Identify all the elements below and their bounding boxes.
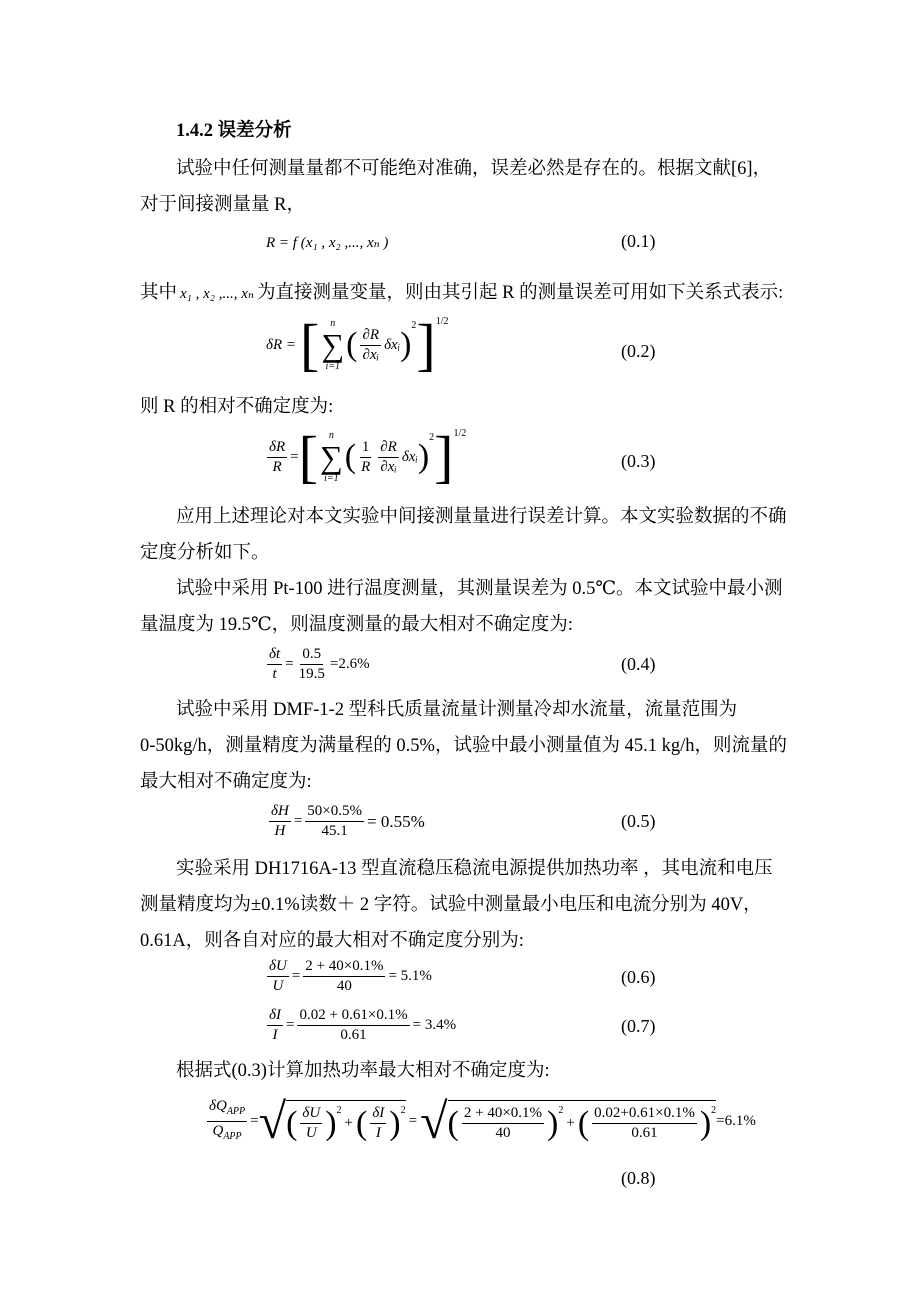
paragraph-1-line-1: 试验中任何测量量都不可能绝对准确，误差必然是存在的。根据文献[6]，	[176, 159, 772, 179]
eq8-lhs-den-sub: APP	[223, 1130, 242, 1142]
eq2-frac-den: ∂xᵢ	[362, 346, 379, 363]
equation-number-0-6: (0.6)	[621, 967, 656, 987]
paragraph-3: 则 R 的相对不确定度为:	[140, 397, 334, 417]
eq3-f1-num: 1	[360, 439, 372, 458]
paragraph-6-line-2: 0-50kg/h，测量精度为满量程的 0.5%，试验中最小测量值为 45.1 kg/h，则流量的	[140, 736, 787, 756]
eq4-lhs-den: t	[272, 666, 277, 682]
eq5-rhs-den: 45.1	[321, 823, 348, 839]
equation-0-2	[266, 312, 449, 377]
eq3-f2-den: ∂xᵢ	[380, 458, 397, 475]
eq4-lhs-num: δt	[267, 646, 282, 665]
eq3-f2-num: ∂R	[378, 439, 399, 458]
equation-number-0-8: (0.8)	[621, 1168, 656, 1188]
eq2-tail: δxᵢ	[384, 336, 401, 353]
eq8-c-fraction: $\frac{2 + 40\times 0.1\%}{40}$	[463, 1105, 543, 1141]
eq6-rhs-fraction	[303, 958, 385, 995]
paragraph-6-line-3: 最大相对不确定度为:	[140, 772, 312, 792]
section-heading: 1.4.2 误差分析	[176, 121, 292, 141]
eq2-summation	[321, 318, 344, 372]
paragraph-6-line-1: 试验中采用 DMF-1-2 型科氏质量流量计测量冷却水流量，流量范围为	[176, 700, 738, 720]
eq4-lhs-fraction	[267, 646, 282, 683]
eq2-sum-top: n	[330, 318, 336, 329]
equation-0-5: $\frac{\delta H}{H}$ = $\frac{50\times 0.5\%}{45.1}$ = 0.55%	[271, 803, 425, 839]
equation-number-0-5: (0.5)	[621, 811, 656, 831]
equation-number-0-2: (0.2)	[621, 341, 656, 361]
eq4-rhs-num: 0.5	[300, 646, 323, 665]
equation-0-1: R = f (x₁ , x₂ ,..., xₙ )	[266, 235, 389, 251]
eq2-lhs: δR =	[266, 336, 297, 353]
paragraph-8: 根据式(0.3)计算加热功率最大相对不确定度为:	[176, 1061, 550, 1081]
eq7-lhs-fraction	[267, 1007, 283, 1044]
sqrt-icon: √	[420, 1093, 448, 1149]
sigma-symbol: ∑	[319, 439, 343, 475]
eq2-partial-fraction	[360, 327, 381, 364]
eq8-sqrt-2: √ ( $\frac{2 + 40\times 0.1\%}{40}$ ) $^2$ + ( $\frac{0.02+0.61\times 0.1\%}{0.61}$ ) $^2$	[420, 1093, 717, 1149]
eq7-rhs-fraction	[297, 1007, 409, 1044]
eq7-result: = 3.4%	[412, 1017, 457, 1033]
paragraph-5-line-2: 量温度为 19.5℃，则温度测量的最大相对不确定度为:	[140, 615, 573, 635]
eq7-lhs-den: I	[272, 1027, 278, 1043]
paragraph-7-line-2: 测量精度均为±0.1%读数＋ 2 字符。试验中测量最小电压和电流分别为 40V，	[140, 895, 762, 915]
eq2-square: 2	[411, 320, 417, 331]
eq3-tail: δxᵢ	[401, 448, 418, 465]
eq6-rhs-num: 2 + 40×0.1%	[303, 958, 385, 977]
equation-number-0-4: (0.4)	[621, 654, 656, 674]
eq2-right-bracket: ]	[416, 312, 436, 377]
eq2-exponent: 1/2	[435, 316, 449, 327]
eq8-b-fraction: $\frac{\delta I}{I}$	[372, 1105, 385, 1141]
paragraph-2-variables: x₁ , x₂ ,..., xₙ	[180, 286, 254, 302]
equation-0-3: $\frac{\delta R}{R}$ = [ n ∑ i=1 ( $\frac{1}{R}$ $\frac{\partial R}{\text{∂xᵢ}}$ δxᵢ ) $^2$ ] $^{1/2}$	[269, 424, 467, 489]
eq3-left-paren: (	[344, 438, 357, 475]
paragraph-4-line-2: 定度分析如下。	[140, 543, 270, 563]
eq6-result: = 5.1%	[388, 968, 432, 984]
eq3-left-bracket: [	[298, 424, 318, 489]
eq7-rhs-num: 0.02 + 0.61×0.1%	[297, 1007, 409, 1026]
eq3-square: 2	[429, 432, 435, 443]
paragraph-4-line-1: 应用上述理论对本文实验中间接测量量进行误差计算。本文实验数据的不确	[176, 507, 787, 527]
sqrt-icon: √	[258, 1093, 287, 1149]
eq3-sum-bottom: i=1	[324, 473, 339, 484]
eq3-right-paren: )	[417, 438, 430, 475]
equation-number-0-7: (0.7)	[621, 1016, 656, 1036]
eq8-a-fraction: $\frac{\delta U}{U}$	[302, 1105, 321, 1141]
eq5-lhs-den: H	[274, 823, 286, 839]
eq3-f1-den: R	[361, 458, 371, 475]
eq2-frac-num: ∂R	[360, 327, 381, 346]
eq3-lhs-fraction	[267, 439, 287, 476]
eq4-rhs-fraction	[297, 646, 327, 683]
equation-0-8: $\frac{\delta Q_{APP}}{Q_{APP}}$ = √ ( $\frac{\delta U}{U}$ ) $^2$ + ( $\frac{\delta I}{I}$ ) $^2$ = √ ( $\frac{2 + 40\times 0.1\%}{40}$ ) $^2$ + ( $\frac{0.02+0.61\times 0.1\%}{0.61}$ ) $^2$ =6.1%	[209, 1093, 756, 1149]
eq3-fraction-1	[359, 439, 372, 476]
eq2-left-bracket: [	[300, 312, 320, 377]
eq8-lhs-num-sub: APP	[226, 1105, 246, 1117]
paragraph-7-line-1: 实验采用 DH1716A-13 型直流稳压稳流电源提供加热功率 ，其电流和电压	[176, 859, 773, 879]
eq3-exponent: 1/2	[453, 428, 467, 439]
eq6-lhs-fraction	[267, 958, 289, 995]
paragraph-2-prefix: 其中	[140, 283, 178, 303]
paragraph-2	[140, 279, 783, 308]
paragraph-2-suffix: 为直接测量变量，则由其引起 R 的测量误差可用如下关系式表示:	[257, 283, 784, 303]
eq7-rhs-den: 0.61	[340, 1027, 367, 1043]
eq7-lhs-num: δI	[267, 1007, 283, 1026]
eq8-lhs-fraction	[207, 1098, 247, 1145]
eq8-lhs-num: $\delta Q_{APP}$	[207, 1098, 247, 1122]
paragraph-1-line-2: 对于间接测量量 R，	[140, 195, 305, 215]
eq4-rhs-den: 19.5	[298, 666, 325, 682]
equation-number-0-3: (0.3)	[621, 451, 656, 471]
eq6-lhs-den: U	[272, 978, 284, 994]
eq8-sqrt-1: √ ( $\frac{\delta U}{U}$ ) $^2$ + ( $\frac{\delta I}{I}$ ) $^2$	[258, 1093, 406, 1149]
eq5-lhs-fraction	[269, 803, 291, 840]
paragraph-5-line-1: 试验中采用 Pt-100 进行温度测量，其测量误差为 0.5℃。本文试验中最小测	[176, 579, 783, 599]
eq3-summation	[320, 430, 343, 484]
equation-0-7: $\frac{\delta I}{I}$ = $\frac{0.02 + 0.61\times 0.1\%}{0.61}$ = 3.4%	[269, 1007, 457, 1043]
eq2-sum-bottom: i=1	[325, 361, 341, 372]
eq8-result: =6.1%	[716, 1112, 756, 1129]
eq8-lhs-den: $Q_{APP}$	[212, 1122, 242, 1142]
eq5-result: = 0.55%	[367, 811, 425, 831]
equation-0-4: $\frac{\delta t}{t}$ = $\frac{0.5}{19.5}$ =2.6%	[269, 646, 370, 682]
eq3-sum-top: n	[328, 430, 334, 441]
eq2-left-paren: (	[346, 326, 358, 363]
eq3-lhs-den: R	[272, 458, 282, 475]
eq6-lhs-num: δU	[267, 958, 289, 977]
paragraph-7-line-3: 0.61A，则各自对应的最大相对不确定度分别为:	[140, 931, 524, 951]
eq6-rhs-den: 40	[336, 978, 352, 994]
eq5-rhs-num: 50×0.5%	[305, 803, 364, 822]
eq2-right-paren: )	[400, 326, 412, 363]
eq5-lhs-num: δH	[269, 803, 291, 822]
sigma-symbol: ∑	[321, 327, 345, 363]
eq3-right-bracket: ]	[434, 424, 454, 489]
equation-number-0-1: (0.1)	[621, 231, 656, 251]
eq5-rhs-fraction	[305, 803, 364, 840]
eq3-fraction-2	[378, 439, 399, 476]
eq8-d-fraction: $\frac{0.02+0.61\times 0.1\%}{0.61}$	[594, 1105, 695, 1141]
equation-0-6: $\frac{\delta U}{U}$ = $\frac{2 + 40\times 0.1\%}{40}$ = 5.1%	[269, 958, 432, 994]
eq3-lhs-num: δR	[267, 439, 287, 458]
eq4-result: =2.6%	[329, 656, 370, 672]
